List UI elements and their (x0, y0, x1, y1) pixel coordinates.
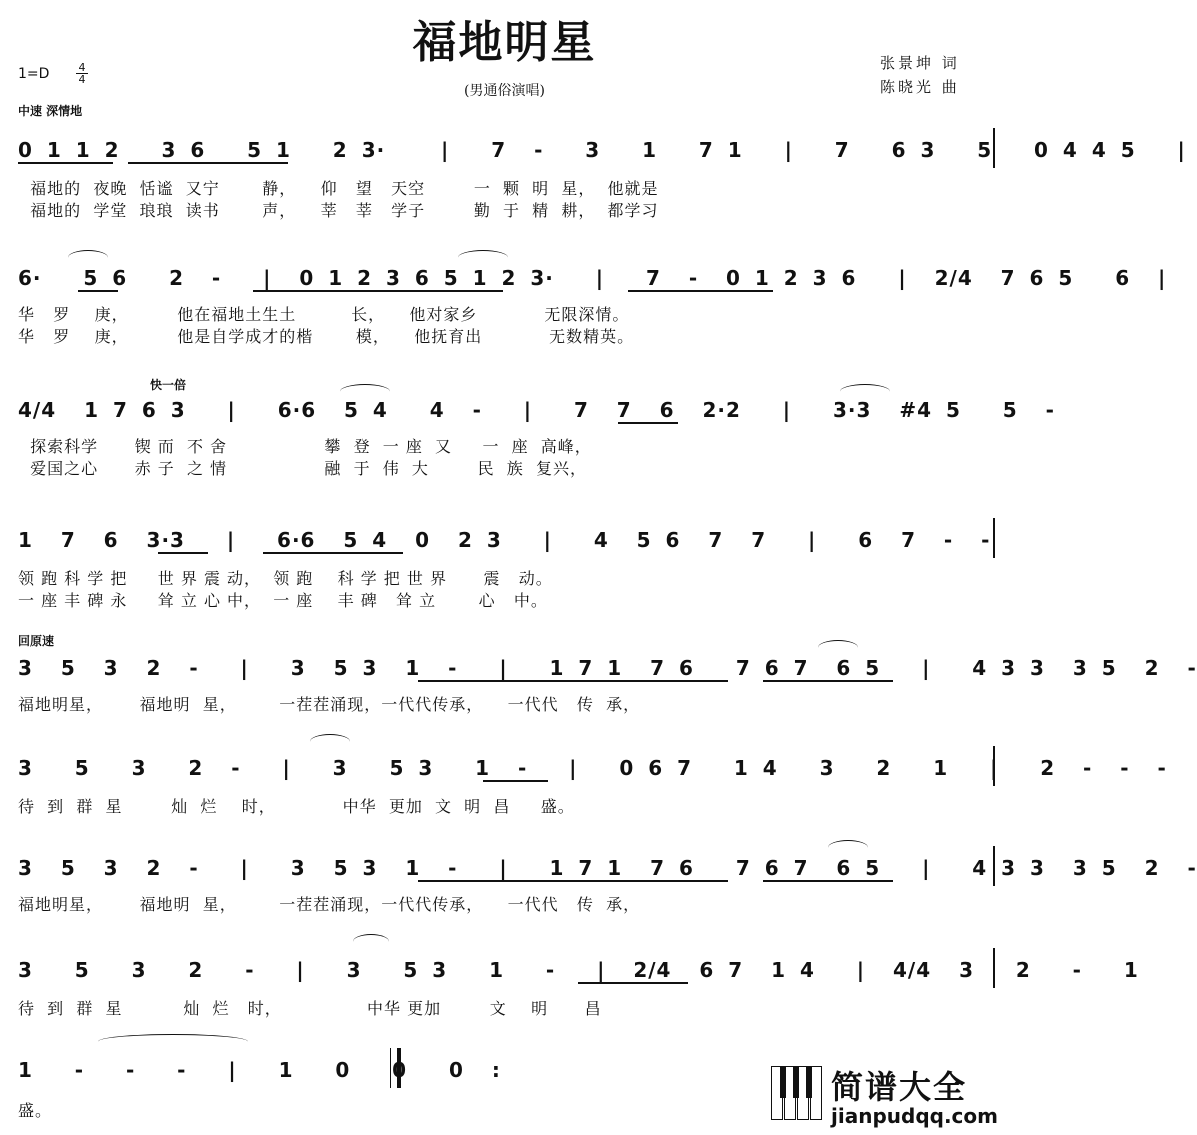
lyric-line-1: 福地的 夜晚 恬谧 又宁 静， 仰 望 天空 一 颗 明 星， 他就是 (18, 179, 659, 198)
site-watermark (771, 1062, 1001, 1132)
staff-system-4 (18, 528, 996, 608)
lyric-line-1: 探索科学 锲 而 不 舍 攀 登 一 座 又 一 座 高峰， (18, 437, 592, 456)
watermark-url: jianpudqq.com (831, 1104, 998, 1128)
performance-note: (男通俗演唱) (464, 83, 545, 99)
beam-line (763, 680, 893, 682)
lyric-line-1: 福地明星， 福地明 星， 一茬茬涌现，一代代传承， 一代代 传 承， (18, 695, 641, 714)
time-signature (76, 62, 88, 85)
slur-mark (68, 250, 108, 265)
tempo-faster: 快一倍 (150, 378, 187, 392)
staff-system-2 (18, 266, 1167, 346)
notation-line: 4/4 1 7 6 3 | 6·6 5 4 4 - | 7 7 6 2·2 | 3·3 #4 5 5 - (18, 398, 1055, 422)
notation-line: 1 7 6 3·3 | 6·6 5 4 0 2 3 | 4 5 6 7 7 | 6 7 - - (18, 528, 991, 552)
beam-line (253, 290, 503, 292)
notation-line: 3 5 3 2 - | 3 5 3 1 - | 1 7 1 7 6 7 6 7 6 5 | 4 3 3 3 5 2 - (18, 656, 1197, 680)
time-signature-bottom: 4 (78, 73, 86, 86)
lyric-line-1: 待 到 群 星 灿 烂 时， 中华 更加 文 明 昌 盛。 (18, 797, 575, 816)
lyric-line-1: 福地明星， 福地明 星， 一茬茬涌现，一代代传承， 一代代 传 承， (18, 895, 641, 914)
notation-line: 6· 5 6 2 - | 0 1 2 3 6 5 1 2 3· | 7 - 0 1 2 3 6 | 2/4 7 6 5 6 | (18, 266, 1167, 290)
barline (993, 948, 995, 988)
notation-line: 0 1 1 2 3 6 5 1 2 3· | 7 - 3 1 7 1 | 7 6 3 5 0 4 4 5 | (18, 138, 1186, 162)
lyric-line-1: 领 跑 科 学 把 世 界 震 动， 领 跑 科 学 把 世 界 震 动。 (18, 569, 553, 588)
staff-system-8 (18, 958, 1139, 1018)
staff-system-5 (18, 656, 1197, 716)
notation-line: 1 - - - | 1 0 0 0 : (18, 1058, 501, 1082)
tempo-return: 回原速 (18, 634, 55, 648)
lyric-line-2: 华 罗 庚， 他是自学成才的楷 模， 他抚育出 无数精英。 (18, 327, 635, 346)
lyric-line-2: 一 座 丰 碑 永 耸 立 心 中， 一 座 丰 碑 耸 立 心 中。 (18, 591, 548, 610)
piano-keys-icon (771, 1066, 823, 1122)
lyric-line-2: 福地的 学堂 琅琅 读书 声， 莘 莘 学子 勤 于 精 耕， 都学习 (18, 201, 659, 220)
key-label: 1=D (18, 66, 50, 82)
lyricist-credit: 张景坤 词 (880, 54, 960, 72)
slur-mark (353, 934, 389, 949)
staff-system-3 (18, 398, 1055, 478)
tempo-start: 中速 深情地 (18, 104, 83, 118)
slur-mark (828, 840, 868, 855)
slur-mark (818, 640, 858, 655)
key-signature (18, 61, 86, 86)
lyric-line-1: 华 罗 庚， 他在福地土生土 长， 他对家乡 无限深情。 (18, 305, 630, 324)
beam-line (128, 162, 288, 164)
beam-line (578, 982, 688, 984)
beam-line (418, 680, 728, 682)
slur-mark (310, 734, 350, 749)
staff-system-1 (18, 138, 1186, 220)
beam-line (18, 162, 113, 164)
beam-line (78, 290, 118, 292)
slur-mark (458, 250, 508, 265)
lyric-line-1: 待 到 群 星 灿 烂 时， 中华 更加 文 明 昌 (18, 999, 602, 1018)
lyric-line-2: 爱国之心 赤 子 之 情 融 于 伟 大 民 族 复兴， (18, 459, 587, 478)
beam-line (763, 880, 893, 882)
slur-mark (340, 384, 390, 399)
beam-line (158, 552, 208, 554)
beam-line (628, 290, 773, 292)
beam-line (418, 880, 728, 882)
barline (993, 846, 995, 886)
tie-mark (98, 1034, 248, 1049)
notation-line: 3 5 3 2 - | 3 5 3 1 - | 2/4 6 7 1 4 | 4/4 3 2 - 1 (18, 958, 1139, 982)
lyric-line-1: 盛。 (18, 1101, 53, 1120)
barline (993, 518, 995, 558)
repeat-end-barline (390, 1048, 401, 1088)
time-signature-top: 4 (76, 62, 88, 74)
beam-line (618, 422, 678, 424)
composer-credit: 陈晓光 曲 (880, 78, 960, 96)
beam-line (483, 780, 548, 782)
notation-line: 3 5 3 2 - | 3 5 3 1 - | 0 6 7 1 4 3 2 1 | 2 - - - (18, 756, 1167, 780)
watermark-site-name: 简谱大全 (831, 1068, 968, 1106)
barline (993, 746, 995, 786)
notation-line: 3 5 3 2 - | 3 5 3 1 - | 1 7 1 7 6 7 6 7 6 5 | 4 3 3 3 5 2 - (18, 856, 1197, 880)
song-title: 福地明星 (412, 17, 597, 68)
staff-system-7 (18, 856, 1197, 916)
beam-line (263, 552, 403, 554)
barline (993, 128, 995, 168)
staff-system-6 (18, 756, 1167, 816)
slur-mark (840, 384, 890, 399)
